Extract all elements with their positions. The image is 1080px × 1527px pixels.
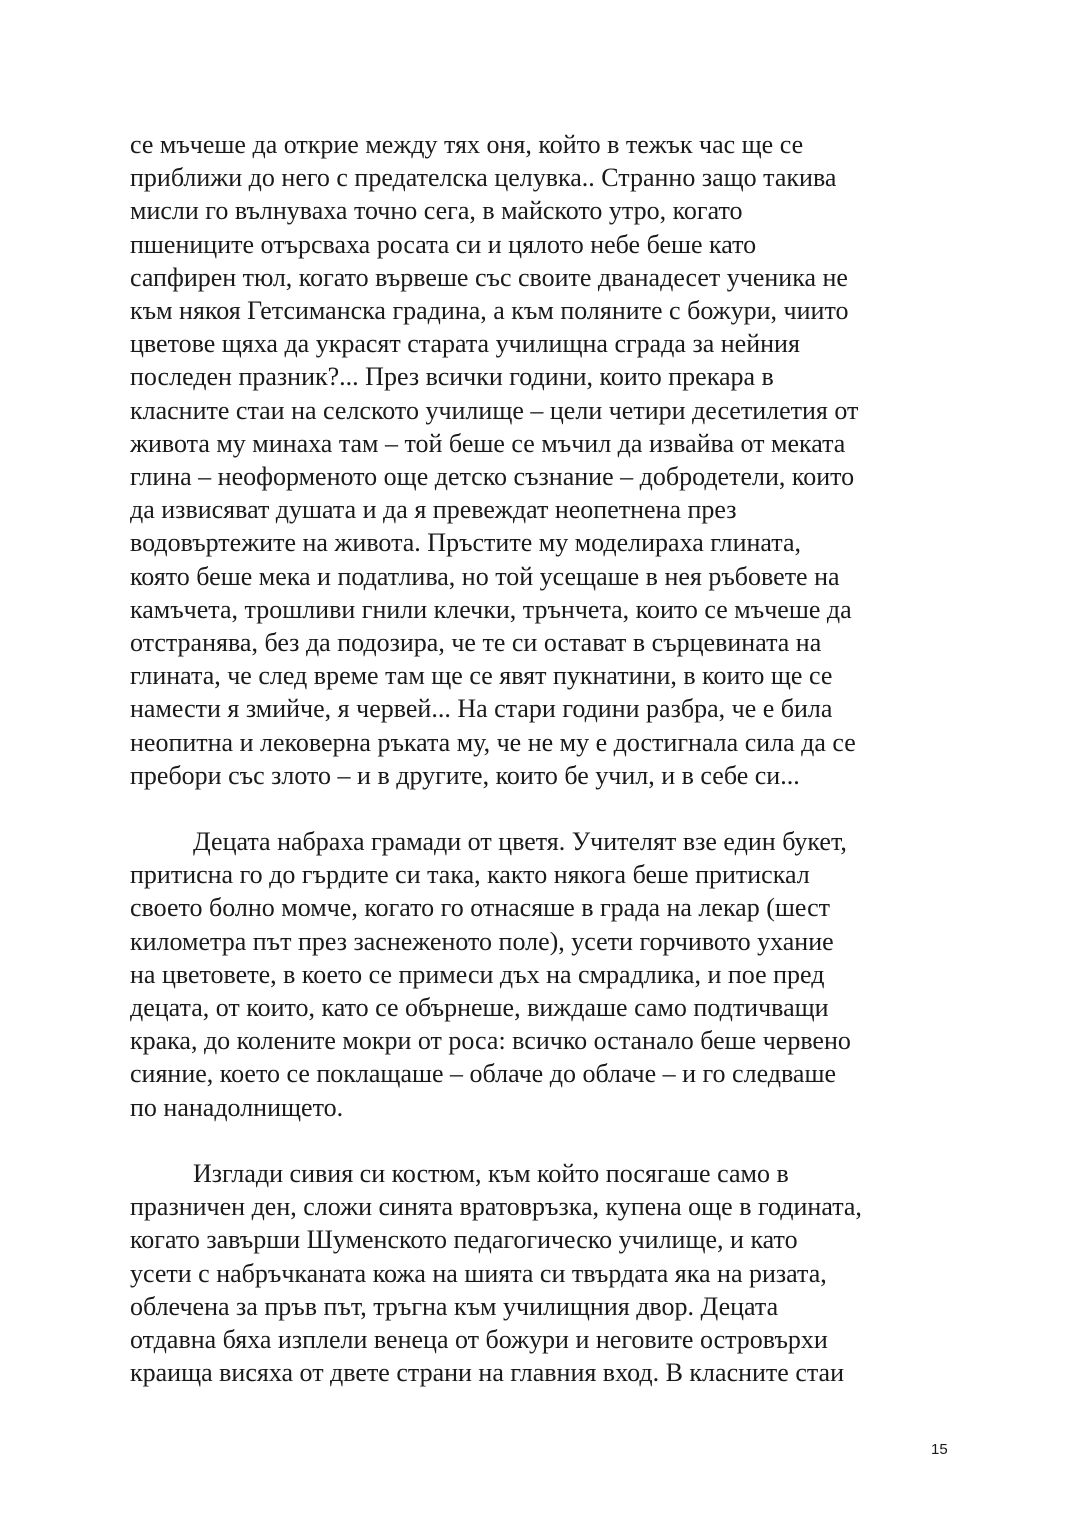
text-line: своето болно момче, когато го отнасяше в града на лекар (шест xyxy=(130,893,830,923)
text-line: глината, че след време там ще се явят пукнатини, в които ще се xyxy=(130,661,833,691)
paragraph-spacer xyxy=(130,792,960,825)
text-line: живота му минаха там – той беше се мъчил да извайва от меката xyxy=(130,428,846,458)
text-line: облечена за пръв път, тръгна към училищния двор. Децата xyxy=(130,1291,779,1321)
text-line: притисна го до гърдите си така, както някога беше притискал xyxy=(130,860,810,890)
text-line: намести я змийче, я червей... На стари години разбра, че е била xyxy=(130,694,833,724)
text-line: сияние, което се поклащаше – облаче до облаче – и го следваше xyxy=(130,1059,837,1089)
text-line: водовъртежите на живота. Пръстите му моделираха глината, xyxy=(130,528,802,558)
text-line: крака, до колените мокри от роса: всичко останало беше червено xyxy=(130,1026,851,1056)
text-line: Изглади сивия си костюм, към който посягаше само в xyxy=(193,1158,789,1188)
text-line: сапфирен тюл, когато вървеше със своите дванадесет ученика не xyxy=(130,262,848,292)
paragraph-spacer xyxy=(130,1124,960,1157)
text-line: Децата набраха грамади от цветя. Учителят взе един букет, xyxy=(193,827,847,857)
text-line: която беше мека и податлива, но той усещаше в нея ръбовете на xyxy=(130,561,840,591)
text-line: децата, от които, като се обърнеше, виждаше само подтичващи xyxy=(130,993,829,1023)
text-line: се мъчеше да открие между тях оня, който в тежък час ще се xyxy=(130,130,804,159)
text-line: последен празник?... През всички години, които прекара в xyxy=(130,362,774,392)
text-line: мисли го вълнуваха точно сега, в майското утро, когато xyxy=(130,196,743,226)
text-line: когато завърши Шуменското педагогическо училище, и като xyxy=(130,1225,798,1255)
text-line: приближи до него с предателска целувка.. Странно защо такива xyxy=(130,163,837,193)
page-number: 15 xyxy=(931,1441,948,1458)
text-line: по нанадолнището. xyxy=(130,1092,344,1122)
text-line: усети с набръчканата кожа на шията си твърдата яка на ризата, xyxy=(130,1258,827,1288)
text-line: към някоя Гетсиманска градина, а към поляните с божури, чиито xyxy=(130,296,849,326)
text-line: краища висяха от двете страни на главния вход. В класните стаи xyxy=(130,1358,845,1388)
text-line: пребори със злото – и в другите, които бе учил, и в себе си... xyxy=(130,760,800,790)
text-line: неопитна и лековерна ръката му, че не му е достигнала сила да се xyxy=(130,727,856,757)
text-line: отдавна бяха изплели венеца от божури и неговите островърхи xyxy=(130,1324,828,1354)
paragraph-1 xyxy=(130,128,960,792)
text-line: отстранява, без да подозира, че те си остават в сърцевината на xyxy=(130,628,822,658)
text-line: празничен ден, сложи синята вратовръзка, купена още в годината, xyxy=(130,1192,862,1222)
text-line: камъчета, трошливи гнили клечки, трънчета, които се мъчеше да xyxy=(130,594,852,624)
text-line: на цветовете, в което се примеси дъх на смрадлика, и пое пред xyxy=(130,959,825,989)
text-line: глина – неоформеното още детско съзнание – добродетели, които xyxy=(130,462,855,492)
paragraph-3 xyxy=(130,1157,960,1389)
text-line: цветове щяха да украсят старата училищна сграда за нейния xyxy=(130,329,800,359)
text-line: пшениците отърсваха росата си и цялото небе беше като xyxy=(130,229,757,259)
text-line: да извисяват душата и да я превеждат неопетнена през xyxy=(130,495,737,525)
text-line: класните стаи на селското училище – цели четири десетилетия от xyxy=(130,395,859,425)
text-line: километра път през заснеженото поле), усети горчивото ухание xyxy=(130,926,834,956)
body-text xyxy=(130,128,960,1389)
paragraph-2 xyxy=(130,825,960,1124)
